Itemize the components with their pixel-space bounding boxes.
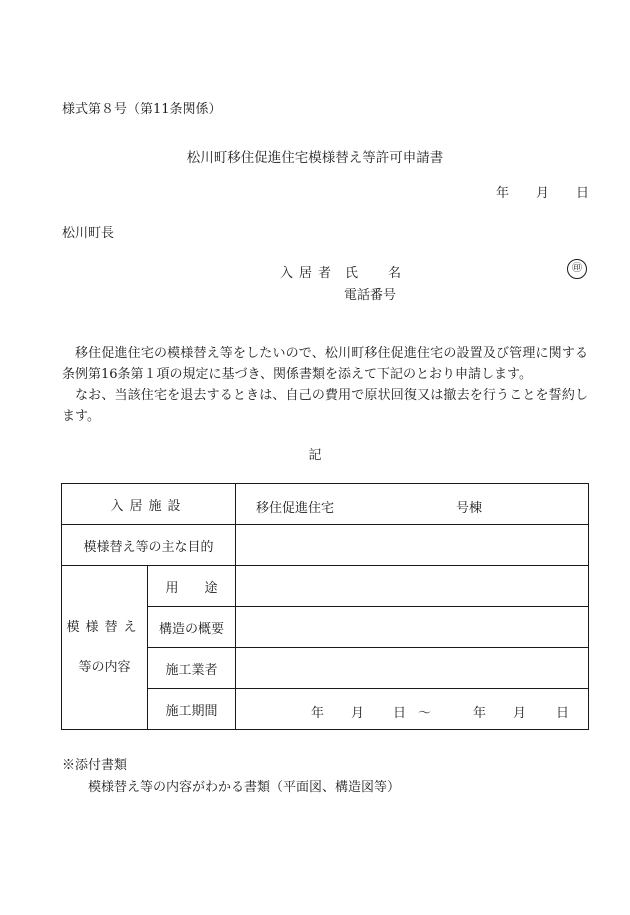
period-label: 施工期間 — [148, 689, 236, 730]
attachments-title: ※添付書類 — [62, 758, 128, 773]
purpose-value-cell[interactable] — [236, 525, 589, 566]
body-paragraph-1: 移住促進住宅の模様替え等をしたいので、松川町移住促進住宅の設置及び管理に関する条例第16条第１項の規定に基づき、関係書類を添えて下記のとおり申請します。 — [62, 346, 588, 382]
addressee: 松川町長 — [62, 226, 115, 241]
period-month1: 月 — [351, 706, 365, 721]
form-number: 様式第８号（第11条関係） — [62, 102, 222, 117]
applicant-name-label — [345, 262, 401, 281]
attachments-item: 模様替え等の内容がわかる書類（平面図、構造図等） — [88, 780, 401, 795]
facility-value: 移住促進住宅 — [256, 501, 335, 516]
period-month2: 月 — [513, 706, 527, 721]
table-row-facility — [62, 484, 589, 525]
period-day1: 日 — [393, 706, 407, 721]
content-label-line2: 等の内容 — [78, 659, 131, 675]
use-label: 用 途 — [148, 566, 236, 607]
table-row-use — [62, 566, 589, 607]
seal-mark — [567, 259, 587, 279]
name-label-second: 名 — [388, 266, 402, 281]
period-year2: 年 — [473, 706, 487, 721]
period-day2: 日 — [556, 706, 570, 721]
body-text — [62, 343, 588, 427]
facility-unit: 号棟 — [456, 501, 483, 516]
facility-value-cell[interactable] — [236, 484, 589, 525]
period-value-cell[interactable] — [236, 689, 589, 730]
date-day-label: 日 — [576, 186, 590, 201]
name-label-first: 氏 — [345, 266, 359, 281]
content-label-cell — [62, 566, 148, 730]
document-title: 松川町移住促進住宅模様替え等許可申請書 — [186, 150, 444, 166]
period-year1: 年 — [311, 706, 325, 721]
body-paragraph-2: なお、当該住宅を退去するときは、自己の費用で原状回復又は撤去を行うことを誓約します。 — [62, 388, 588, 424]
date-year-label: 年 — [496, 186, 510, 201]
contractor-label: 施工業者 — [148, 648, 236, 689]
date-month-label: 月 — [536, 186, 550, 201]
phone-number-label: 電話番号 — [344, 288, 397, 303]
structure-label: 構造の概要 — [148, 607, 236, 648]
applicant-role-label: 入居者 — [280, 266, 338, 281]
seal-glyph: ㊞ — [572, 263, 582, 274]
use-value-cell[interactable] — [236, 566, 589, 607]
content-label-line1: 模様替え — [66, 619, 143, 635]
ki-heading: 記 — [308, 448, 322, 463]
period-tilde: ～ — [418, 706, 432, 721]
purpose-label: 模様替え等の主な目的 — [62, 525, 236, 566]
facility-label: 入居施設 — [62, 484, 236, 525]
contractor-value-cell[interactable] — [236, 648, 589, 689]
structure-value-cell[interactable] — [236, 607, 589, 648]
table-row-purpose — [62, 525, 589, 566]
application-table — [61, 483, 589, 730]
